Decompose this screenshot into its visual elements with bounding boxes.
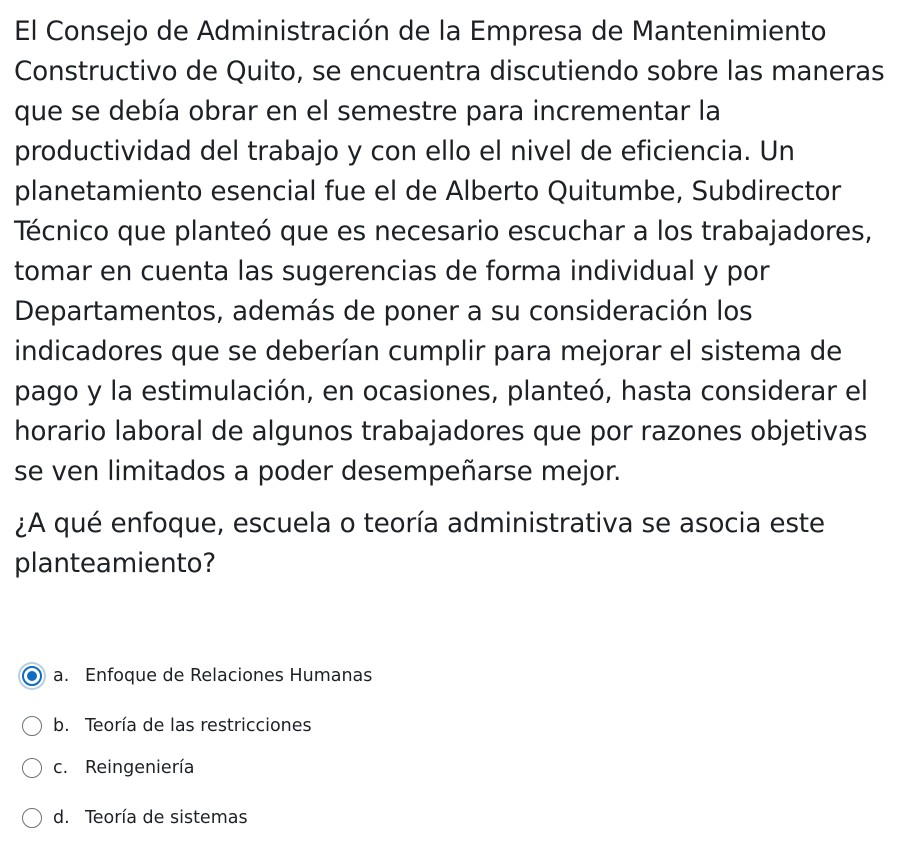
answer-letter-d: d. bbox=[53, 808, 70, 828]
radio-button-a[interactable] bbox=[22, 666, 42, 686]
answer-letter-c: c. bbox=[53, 758, 69, 778]
answer-label-a[interactable]: Enfoque de Relaciones Humanas bbox=[85, 666, 373, 686]
question-container bbox=[14, 12, 904, 584]
question-prompt: ¿A qué enfoque, escuela o teoría administrativa se asocia este planteamiento? bbox=[14, 509, 825, 579]
radio-button-d[interactable] bbox=[22, 808, 42, 828]
answer-option-a[interactable] bbox=[22, 656, 372, 696]
answer-label-d[interactable]: Teoría de sistemas bbox=[85, 808, 248, 828]
question-text: El Consejo de Administración de la Empresa de Mantenimiento Constructivo de Quito, se encuentra discutiendo sobre las maneras que se debía obrar en el semestre para incrementar la productividad del trabajo y con ello el nivel de eficiencia. Un planetamiento esencial fue el de Alberto Quitumbe, Subdirector Técnico que planteó que es necesario escuchar a los trabajadores, tomar en cuenta las sugerencias de forma individual y por Departamentos, además de poner a su consideración los indicadores que se deberían cumplir para mejorar el sistema de pago y la estimulación, en ocasiones, planteó, hasta considerar el horario laboral de algunos trabajadores que por razones objetivas se ven limitados a poder desempeñarse mejor. bbox=[14, 17, 885, 487]
answer-label-c[interactable]: Reingeniería bbox=[85, 758, 195, 778]
answer-letter-b: b. bbox=[53, 716, 70, 736]
radio-selected-dot bbox=[27, 671, 37, 681]
answer-option-d[interactable] bbox=[22, 798, 248, 838]
answer-letter-a: a. bbox=[53, 666, 70, 686]
radio-button-b[interactable] bbox=[22, 716, 42, 736]
answer-option-b[interactable] bbox=[22, 706, 312, 746]
radio-button-c[interactable] bbox=[22, 758, 42, 778]
answer-label-b[interactable]: Teoría de las restricciones bbox=[85, 716, 312, 736]
answer-option-c[interactable] bbox=[22, 748, 194, 788]
